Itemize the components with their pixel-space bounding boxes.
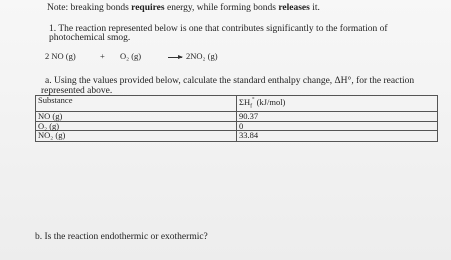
- question-1-line-2: photochemical smog.: [49, 33, 131, 43]
- header-enthalpy: [237, 96, 438, 112]
- table-row: [36, 112, 438, 122]
- header-unit: (kJ/mol): [254, 96, 286, 107]
- note-suffix: it.: [309, 3, 320, 13]
- table-row: [36, 131, 438, 142]
- question-a-line-2: represented above.: [41, 86, 113, 96]
- substance-cell: O₂ (g): [36, 121, 237, 131]
- reaction-arrow-icon: [168, 57, 182, 58]
- substance-cell: NO₂ (g): [36, 131, 237, 142]
- question-1-line-1: 1. The reaction represented below is one that contributes significantly to the formation of: [49, 24, 388, 34]
- header-sym: ΣH: [239, 96, 251, 107]
- note-bold-releases: releases: [278, 3, 310, 13]
- header-substance: Substance: [36, 96, 237, 112]
- note-bold-requires: requires: [131, 3, 165, 13]
- header-sub: f: [250, 103, 253, 110]
- value-cell: 33.84: [237, 131, 438, 142]
- value-cell: 0: [237, 121, 438, 131]
- note-text: [47, 3, 320, 13]
- header-sup: °: [252, 97, 255, 103]
- note-prefix: Note: breaking bonds: [47, 3, 132, 13]
- table-header-row: [36, 96, 438, 112]
- question-a-line-1: a. Using the values provided below, calculate the standard enthalpy change, ΔH°, for the reaction: [45, 76, 415, 86]
- value-cell: 90.37: [237, 112, 438, 122]
- question-b: b. Is the reaction endothermic or exothermic?: [35, 232, 208, 242]
- enthalpy-table: [35, 95, 438, 142]
- product-no2: 2NO₂ (g): [186, 51, 218, 61]
- reactant-o2: O₂ (g): [120, 51, 142, 61]
- reactant-no: 2 NO (g): [45, 51, 76, 61]
- substance-cell: NO (g): [36, 112, 237, 122]
- table-row: [36, 121, 438, 131]
- plus-sign: +: [100, 51, 105, 61]
- note-middle: energy, while forming bonds: [164, 3, 279, 13]
